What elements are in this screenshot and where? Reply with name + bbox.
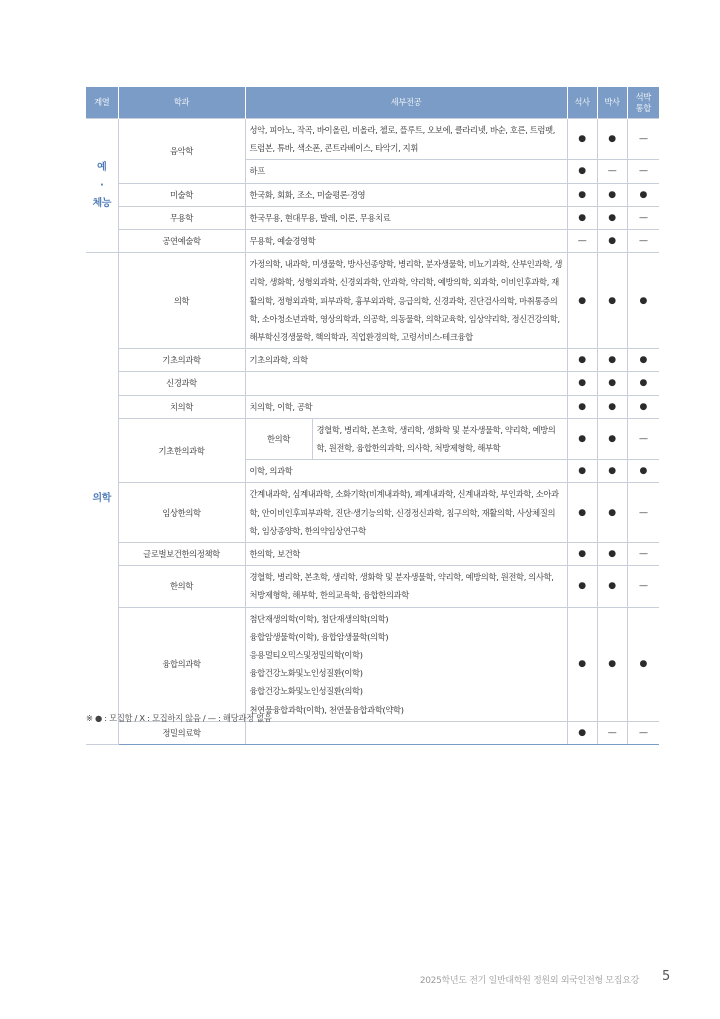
table-row <box>86 483 659 543</box>
major-cell: 경혈학, 병리학, 본초학, 생리학, 생화학 및 분자생물학, 약리학, 예방의학, 원전학, 융합한의과학, 의사학, 처방제형학, 해부학 <box>312 418 567 459</box>
table-row <box>86 543 659 566</box>
doctor-mark: ● <box>597 372 627 395</box>
table-row <box>86 230 659 253</box>
department-cell: 미술학 <box>118 183 245 206</box>
combined-mark: — <box>627 483 659 543</box>
major-cell: 가정의학, 내과학, 미생물학, 방사선종양학, 병리학, 분자생물학, 비뇨기과학, 산부인과학, 생리학, 생화학, 성형외과학, 신경외과학, 안과학, 약리학, 예방의학, 외과학, 이비인후과학, 재활의학, 정형외과학, 피부과학, 흉부외과학, 응급의학, 신경과학, 진단검사의학, 마취통증의학, 소아청소년과학, 영상의학과, 의공학, 의동물학, 의학교육학, 임상약리학, 정신건강의학, 해부학신경생물학, 핵의학과, 직업환경의학, 고령서비스-테크융합 <box>245 253 567 349</box>
department-cell: 신경과학 <box>118 372 245 395</box>
master-mark: — <box>567 230 597 253</box>
doctor-mark: ● <box>597 418 627 459</box>
department-cell: 임상한의학 <box>118 483 245 543</box>
doctor-mark: ● <box>597 119 627 160</box>
major-cell <box>245 721 567 744</box>
table-row <box>86 418 659 459</box>
major-cell: 경혈학, 병리학, 본초학, 생리학, 생화학 및 분자생물학, 약리학, 예방의학, 원전학, 의사학, 처방제형학, 해부학, 한의교육학, 융합한의과학 <box>245 566 567 607</box>
master-mark: ● <box>567 160 597 183</box>
table-row <box>86 566 659 607</box>
department-cell: 한의학 <box>118 566 245 607</box>
combined-mark: ● <box>627 395 659 418</box>
master-mark: ● <box>567 543 597 566</box>
doctor-mark: ● <box>597 206 627 229</box>
major-cell <box>245 607 567 721</box>
table-row <box>86 119 659 160</box>
major-cell: 치의학, 이학, 공학 <box>245 395 567 418</box>
major-line: 첨단재생의학(이학), 첨단재생의학(의학) <box>249 613 389 624</box>
footer-title: 2025학년도 전기 일반대학원 정원외 외국인전형 모집요강 <box>419 976 639 986</box>
department-cell: 글로벌보건한의정책학 <box>118 543 245 566</box>
master-mark: ● <box>567 206 597 229</box>
doctor-mark: ● <box>597 483 627 543</box>
category-medicine: 의학 <box>86 253 118 745</box>
combined-mark: — <box>627 418 659 459</box>
doctor-mark: ● <box>597 460 627 483</box>
major-line: 융합건강노화및노인성질환(의학) <box>249 686 363 697</box>
doctor-mark: ● <box>597 230 627 253</box>
header-category: 계열 <box>86 87 118 119</box>
header-department: 학과 <box>118 87 245 119</box>
page-number: 5 <box>662 969 671 984</box>
doctor-mark: ● <box>597 566 627 607</box>
master-mark: ● <box>567 349 597 372</box>
master-mark: ● <box>567 483 597 543</box>
doctor-mark: ● <box>597 183 627 206</box>
major-cell: 한국무용, 현대무용, 발레, 이론, 무용치료 <box>245 206 567 229</box>
combined-mark: — <box>627 566 659 607</box>
master-mark: ● <box>567 566 597 607</box>
doctor-mark: ● <box>597 349 627 372</box>
major-cell: 성악, 피아노, 작곡, 바이올린, 비올라, 첼로, 플루트, 오보에, 클라리넷, 바순, 호른, 트럼펫, 트럼본, 튜바, 색소폰, 콘트라베이스, 타악기, 지휘 <box>245 119 567 160</box>
table-row <box>86 607 659 721</box>
combined-mark: ● <box>627 607 659 721</box>
master-mark: ● <box>567 395 597 418</box>
department-cell: 정밀의료학 <box>118 721 245 744</box>
major-cell: 한의학, 보건학 <box>245 543 567 566</box>
master-mark: ● <box>567 721 597 744</box>
department-cell: 무용학 <box>118 206 245 229</box>
legend-note: ※ ● : 모집함 / X : 모집하지 않음 / — : 해당과정 없음 <box>86 713 272 723</box>
master-mark: ● <box>567 418 597 459</box>
major-line: 천연물융합과학(이학), 천연물융합과학(약학) <box>249 704 404 715</box>
combined-mark: — <box>627 119 659 160</box>
doctor-mark: ● <box>597 607 627 721</box>
header-combined: 석박 통합 <box>627 87 659 119</box>
combined-mark: — <box>627 230 659 253</box>
combined-mark: — <box>627 721 659 744</box>
major-cell: 이학, 의과학 <box>245 460 567 483</box>
master-mark: ● <box>567 183 597 206</box>
master-mark: ● <box>567 119 597 160</box>
department-cell: 융합의과학 <box>118 607 245 721</box>
sub-major-cell: 한의학 <box>245 418 312 459</box>
department-cell: 기초의과학 <box>118 349 245 372</box>
header-master: 석사 <box>567 87 597 119</box>
table-row <box>86 253 659 349</box>
department-cell: 음악학 <box>118 119 245 184</box>
major-cell: 한국화, 회화, 조소, 미술평론·경영 <box>245 183 567 206</box>
doctor-mark: ● <box>597 253 627 349</box>
master-mark: ● <box>567 607 597 721</box>
program-table <box>86 87 659 745</box>
header-major: 세부전공 <box>245 87 567 119</box>
major-cell: 하프 <box>245 160 567 183</box>
doctor-mark: — <box>597 721 627 744</box>
combined-mark: ● <box>627 460 659 483</box>
table-row <box>86 206 659 229</box>
department-cell: 기초한의과학 <box>118 418 245 483</box>
major-cell: 무용학, 예술경영학 <box>245 230 567 253</box>
department-cell: 의학 <box>118 253 245 349</box>
master-mark: ● <box>567 253 597 349</box>
major-cell: 기초의과학, 의학 <box>245 349 567 372</box>
table-row <box>86 183 659 206</box>
major-cell: 간계내과학, 심계내과학, 소화기학(비계내과학), 폐계내과학, 신계내과학, 부인과학, 소아과학, 안이비인후피부과학, 진단·생기능의학, 신경정신과학, 침구의학, 재활의학, 사상체질의학, 임상종양학, 한의약임상연구학 <box>245 483 567 543</box>
combined-mark: — <box>627 543 659 566</box>
combined-mark: ● <box>627 349 659 372</box>
master-mark: ● <box>567 460 597 483</box>
doctor-mark: — <box>597 160 627 183</box>
doctor-mark: ● <box>597 543 627 566</box>
table-row <box>86 372 659 395</box>
table-row <box>86 395 659 418</box>
category-arts: 예 · 체능 <box>86 119 118 253</box>
major-line: 응용멀티오믹스및정밀의학(이학) <box>249 650 363 661</box>
major-line: 융합건강노화및노인성질환(이학) <box>249 668 363 679</box>
combined-mark: ● <box>627 183 659 206</box>
major-cell <box>245 372 567 395</box>
department-cell: 공연예술학 <box>118 230 245 253</box>
header-doctor: 박사 <box>597 87 627 119</box>
doctor-mark: ● <box>597 395 627 418</box>
combined-mark: — <box>627 160 659 183</box>
table-header-row <box>86 87 659 119</box>
combined-mark: — <box>627 206 659 229</box>
master-mark: ● <box>567 372 597 395</box>
table-row <box>86 349 659 372</box>
major-line: 융합암생물학(이학), 융합암생물학(의학) <box>249 631 389 642</box>
combined-mark: ● <box>627 253 659 349</box>
department-cell: 치의학 <box>118 395 245 418</box>
combined-mark: ● <box>627 372 659 395</box>
table-row <box>86 721 659 744</box>
